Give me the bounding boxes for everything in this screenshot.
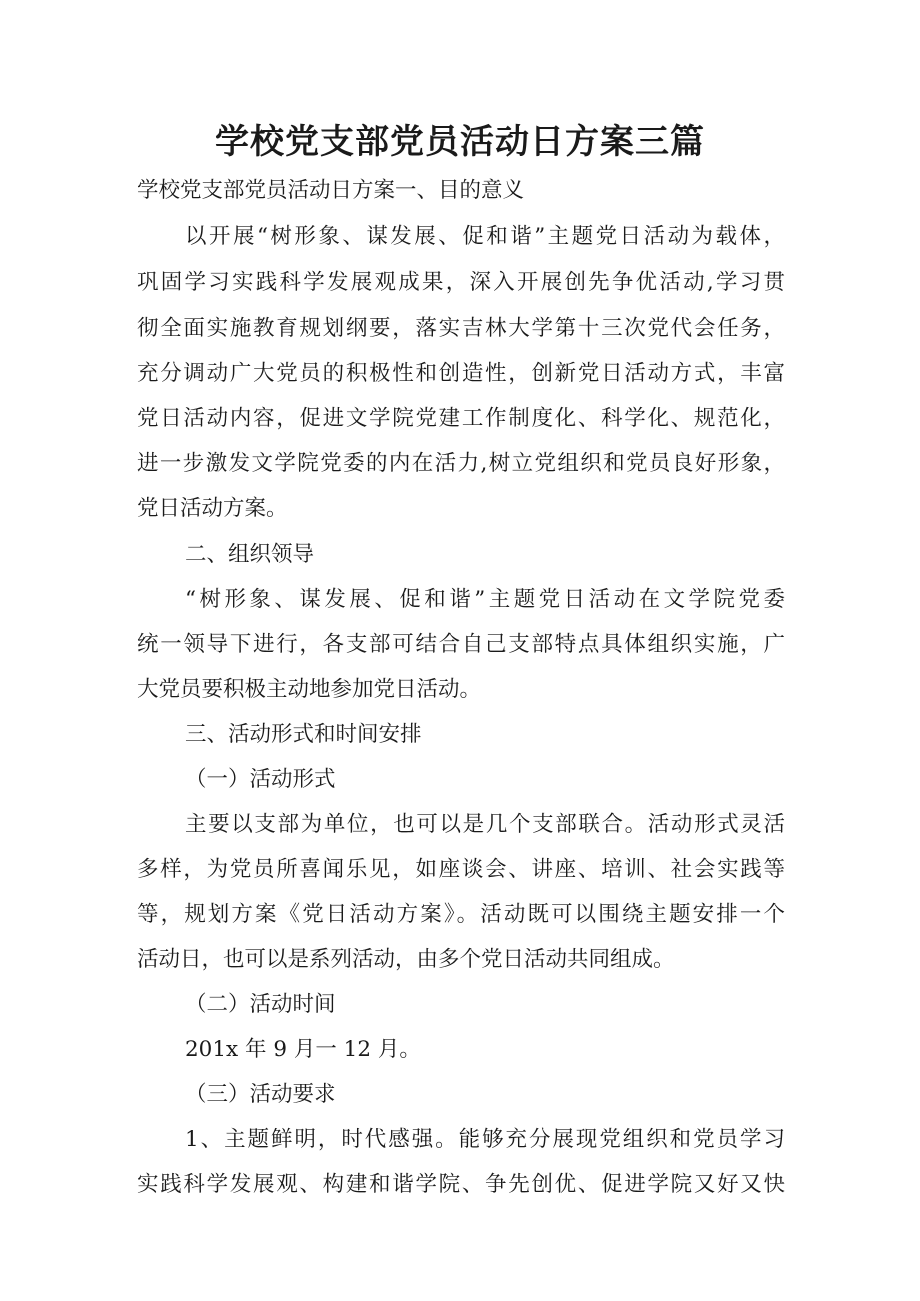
paragraph-line: 巩固学习实践科学发展观成果，深入开展创先争优活动,学习贯	[137, 270, 785, 295]
document-title: 学校党支部党员活动日方案三篇	[215, 122, 705, 162]
section-heading-purpose: 学校党支部党员活动日方案一、目的意义	[137, 178, 525, 203]
paragraph-line: 1、主题鲜明，时代感强。能够充分展现党组织和党员学习	[185, 1127, 785, 1152]
paragraph-line: 活动日，也可以是系列活动，由多个党日活动共同组成。	[137, 947, 675, 972]
paragraph-line: 多样，为党员所喜闻乐见，如座谈会、讲座、培训、社会实践等	[137, 857, 785, 882]
paragraph-line: 彻全面实施教育规划纲要，落实吉林大学第十三次党代会任务，	[137, 316, 785, 341]
paragraph-line: 统一领导下进行，各支部可结合自己支部特点具体组织实施，广	[137, 632, 785, 657]
paragraph-line: 实践科学发展观、构建和谐学院、争先创优、促进学院又好又快	[137, 1172, 785, 1197]
paragraph-line: 大党员要积极主动地参加党日活动。	[137, 677, 482, 702]
paragraph-line: 以开展“树形象、谋发展、促和谐”主题党日活动为载体，	[185, 224, 785, 249]
paragraph-line: “树形象、谋发展、促和谐”主题党日活动在文学院党委	[185, 587, 785, 612]
activity-period: 201x 年 9 月一 12 月。	[185, 1037, 421, 1062]
section-heading-schedule: 三、活动形式和时间安排	[185, 722, 422, 747]
paragraph-line: 主要以支部为单位，也可以是几个支部联合。活动形式灵活	[185, 812, 785, 837]
section-heading-leadership: 二、组织领导	[185, 542, 315, 567]
paragraph-line: 充分调动广大党员的积极性和创造性，创新党日活动方式，丰富	[137, 361, 785, 386]
paragraph-line: 等，规划方案《党日活动方案》。活动既可以围绕主题安排一个	[137, 902, 785, 927]
paragraph-line: 党日活动内容，促进文学院党建工作制度化、科学化、规范化，	[137, 406, 785, 431]
subsection-heading-time: （二）活动时间	[185, 992, 336, 1017]
subsection-heading-requirements: （三）活动要求	[185, 1082, 336, 1107]
subsection-heading-form: （一）活动形式	[185, 767, 336, 792]
paragraph-line: 党日活动方案。	[137, 496, 288, 521]
paragraph-line: 进一步激发文学院党委的内在活力,树立党组织和党员良好形象，	[137, 451, 785, 476]
